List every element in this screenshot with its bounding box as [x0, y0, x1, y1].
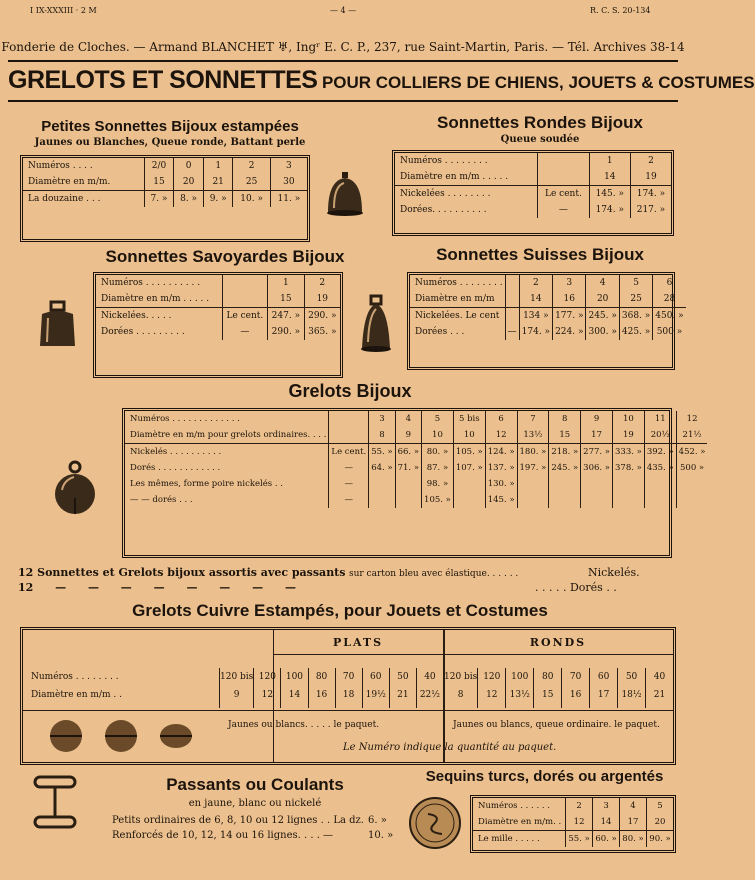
row-divider [23, 710, 673, 711]
row-label: La douzaine . . . [23, 191, 144, 208]
table-cell: 20 [174, 174, 204, 191]
copper-grelots-icon [41, 716, 201, 756]
cuivre-column [645, 668, 673, 708]
table-cell: 14 [589, 169, 630, 186]
table-cell: 9. » [203, 191, 233, 208]
table-cell: — [329, 492, 369, 508]
table-cell: Le cent. [329, 444, 369, 461]
table-row [23, 158, 307, 174]
table-cell: 435. » [644, 460, 676, 476]
diametre-cell: 12 [261, 690, 274, 700]
table-cell: 2 [304, 275, 340, 291]
ronds-label: RONDS [529, 636, 587, 649]
row-label: Dorées . . . [415, 327, 465, 337]
table-row [473, 814, 673, 831]
numero-cell: 40 [424, 672, 436, 682]
row-label: Dorées . . . . . . . . . [101, 327, 185, 337]
cuivre-column [416, 668, 443, 708]
table-cell: 174. » [589, 202, 630, 218]
table-row [473, 798, 673, 814]
table-cell: 8 [369, 427, 395, 444]
table-cell: 15 [549, 427, 581, 444]
table-cell: Le cent. [222, 308, 268, 325]
table-row [473, 831, 673, 848]
table-cell: 290. » [268, 324, 304, 340]
table-row [125, 444, 707, 461]
table-cell: 98. » [422, 476, 454, 492]
table-row [96, 324, 340, 340]
numero-cell: 80 [541, 672, 554, 682]
table-cell: 3 [270, 158, 307, 174]
table-cell: 10. » [233, 191, 270, 208]
table-cell: 5 [619, 275, 652, 291]
diametre-cell: 18 [342, 690, 355, 700]
cuivre-column [335, 668, 362, 708]
row-label: Diamètre en m/m [415, 294, 495, 304]
cuivre-column [362, 668, 389, 708]
table-cell: 197. » [517, 460, 549, 476]
numero-cell: 60 [597, 672, 610, 682]
ronds-columns [443, 668, 673, 708]
table-cell: 12 [566, 814, 593, 831]
table-cell: 450. » [653, 308, 686, 325]
numero-cell: 80 [315, 672, 328, 682]
plats-columns [219, 668, 443, 708]
table-row [23, 191, 307, 208]
table-cell [676, 476, 707, 492]
table-cell: 4 [395, 411, 421, 427]
row-divider [273, 654, 673, 655]
plats-note: Jaunes ou blancs. . . . . le paquet. [228, 720, 380, 730]
diametre-cell: 8 [457, 690, 464, 700]
row-label: Numéros . . . . [28, 161, 93, 171]
table-cell: 180. » [517, 444, 549, 461]
divider [8, 60, 678, 62]
numero-cell: 100 [285, 672, 304, 682]
table-cell [453, 492, 485, 508]
table-cell: 71. » [395, 460, 421, 476]
petites-subtitle: Jaunes ou Blanches, Queue ronde, Battant perle [34, 137, 306, 148]
table-cell: 13½ [517, 427, 549, 444]
table-cell [549, 492, 581, 508]
table-cell [676, 492, 707, 508]
page-ref-left: I IX-XXXIII · 2 M [30, 6, 97, 15]
table-cell: 1 [268, 275, 304, 291]
table-cell: 11. » [270, 191, 307, 208]
assortis-dores: . . . . . Dorés . . [535, 581, 617, 594]
passants-price-1: 6. » [368, 815, 387, 826]
table-cell: 5 [647, 798, 674, 814]
table-row [125, 476, 707, 492]
table-cell: 2 [566, 798, 593, 814]
table-cell: 224. » [553, 324, 586, 340]
cuivre-footnote: Le Numéro indique la quantité au paquet. [343, 742, 557, 753]
table-cell: 174. » [519, 324, 552, 340]
numero-cell: 50 [625, 672, 638, 682]
table-cell: 5 [422, 411, 454, 427]
table-cell: 5 bis [453, 411, 485, 427]
table-cell: 7. » [144, 191, 174, 208]
diametre-cell: 17 [597, 690, 610, 700]
numero-cell: 70 [569, 672, 582, 682]
table-cell: 9 [581, 411, 613, 427]
table-cell: — [222, 324, 268, 340]
passants-subtitle: en jaune, blanc ou nickelé [188, 798, 322, 809]
table-cell: 1 [589, 153, 630, 169]
rondes-table [392, 150, 674, 236]
grelots-title: Grelots Bijoux [288, 381, 412, 401]
table-cell: 17 [581, 427, 613, 444]
table-cell [549, 476, 581, 492]
table-row [410, 275, 686, 291]
table-cell: 500 » [676, 460, 707, 476]
table-cell: 20 [586, 291, 619, 308]
table-cell: 6 [653, 275, 686, 291]
table-cell [613, 476, 645, 492]
numero-cell: 120 bis [220, 672, 254, 682]
row-label: Numéros . . . . . . . . [415, 278, 503, 288]
table-row [395, 153, 671, 169]
table-row [410, 324, 686, 340]
row-label: — — dorés . . . [130, 495, 193, 505]
passants-line-2: Renforcés de 10, 12, 14 ou 16 lignes. . . . — [112, 830, 334, 841]
table-cell [505, 291, 519, 308]
table-cell: 124. » [485, 444, 517, 461]
table-cell: 10 [453, 427, 485, 444]
table-cell: — [505, 324, 519, 340]
table-cell: 10 [613, 411, 645, 427]
ronds-note: Jaunes ou blancs, queue ordinaire. le paquet. [453, 720, 660, 730]
diametre-cell: 21 [653, 690, 666, 700]
row-label: Nickelées . . . . . . . . [395, 186, 538, 203]
table-cell: 66. » [395, 444, 421, 461]
row-label: Diamètre en m/m . . . . . [101, 294, 210, 304]
letterhead: Fonderie de Cloches. — Armand BLANCHET ♅, Ingʳ E. C. P., 237, rue Saint-Martin, Paris. — Tél. Archives 38-14 [1, 40, 685, 54]
table-cell: 105. » [422, 492, 454, 508]
row-label: Numéros . . . . . . . . . . . . . [130, 414, 240, 424]
table-row [125, 411, 707, 427]
swiss-bell-icon [356, 294, 396, 354]
rondes-subtitle: Queue soudée [500, 134, 580, 145]
table-row [96, 291, 340, 308]
table-cell: 3 [369, 411, 395, 427]
table-cell: 4 [586, 275, 619, 291]
row-label: Nickelées. Le cent [410, 308, 505, 325]
plats-label: PLATS [332, 636, 384, 649]
table-cell: 2 [233, 158, 270, 174]
table-cell [369, 476, 395, 492]
table-cell: 392. » [644, 444, 676, 461]
row-label: Numéros . . . . . . . . [400, 156, 488, 166]
diametre-cell: 9 [233, 690, 240, 700]
table-cell: 2 [519, 275, 552, 291]
table-cell: 105. » [453, 444, 485, 461]
savoyardes-table [93, 272, 343, 378]
table-cell: 145. » [485, 492, 517, 508]
table-cell: 425. » [619, 324, 652, 340]
table-cell: 217. » [630, 202, 671, 218]
bell-icon [320, 170, 370, 220]
table-cell: — [329, 476, 369, 492]
assortis-text: 12 Sonnettes et Grelots bijoux assortis avec passants [18, 566, 346, 579]
table-cell: 19 [613, 427, 645, 444]
table-cell [517, 476, 549, 492]
table-cell [222, 291, 268, 308]
cuivre-column [253, 668, 280, 708]
sequins-table [470, 795, 676, 853]
table-cell: 378. » [613, 460, 645, 476]
assortis-nickeles: Nickelés. [588, 566, 640, 579]
diametre-cell: 15 [541, 690, 554, 700]
table-cell: 134 » [519, 308, 552, 325]
table-cell: 10 [422, 427, 454, 444]
table-cell: 25 [619, 291, 652, 308]
table-cell [222, 275, 268, 291]
table-cell [581, 492, 613, 508]
row-label: Dorés . . . . . . . . . . . . [130, 463, 221, 473]
cuivre-title: Grelots Cuivre Estampés, pour Jouets et Costumes [132, 601, 548, 620]
diametre-cell: 22½ [419, 690, 441, 700]
table-cell: 11 [644, 411, 676, 427]
passants-price-2: 10. » [368, 830, 394, 841]
diametre-cell: 21 [397, 690, 409, 700]
cuivre-diametre-label: Diamètre en m/m . . [31, 690, 122, 700]
assortis-line-2: 12 — — — — — — — — [18, 581, 296, 594]
table-cell: 21½ [676, 427, 707, 444]
table-cell: 15 [268, 291, 304, 308]
sequins-title: Sequins turcs, dorés ou argentés [425, 768, 664, 785]
table-cell [505, 275, 519, 291]
row-label: Numéros . . . . . . . . . . [101, 278, 201, 288]
table-cell: 14 [593, 814, 620, 831]
table-row [410, 291, 686, 308]
table-cell: — [538, 202, 590, 218]
table-cell: 247. » [268, 308, 304, 325]
numero-cell: 70 [342, 672, 355, 682]
table-cell: 500 » [653, 324, 686, 340]
table-cell [329, 411, 369, 427]
cuivre-column [219, 668, 253, 708]
row-label: Nickelées. . . . . [96, 308, 222, 325]
table-cell: 55. » [566, 831, 593, 848]
table-row [125, 460, 707, 476]
row-label: Diamètre en m/m pour grelots ordinaires. . . . [130, 430, 327, 440]
grelots-table [122, 408, 706, 558]
table-cell: 19 [304, 291, 340, 308]
assortis-detail: sur carton bleu avec élastique. . . . . . [348, 569, 519, 579]
table-cell: 87. » [422, 460, 454, 476]
table-row [96, 308, 340, 325]
table-cell: 60. » [593, 831, 620, 848]
rondes-title: Sonnettes Rondes Bijoux [437, 113, 643, 132]
table-row [395, 169, 671, 186]
table-row [410, 308, 686, 325]
diametre-cell: 18½ [621, 690, 642, 700]
table-cell: 333. » [613, 444, 645, 461]
table-cell: 80. » [422, 444, 454, 461]
table-cell: 290. » [304, 308, 340, 325]
savoyard-bell-icon [35, 300, 80, 350]
table-cell: 1 [203, 158, 233, 174]
table-cell: 55. » [369, 444, 395, 461]
table-cell: 0 [174, 158, 204, 174]
cuivre-numeros-label: Numéros . . . . . . . . [31, 672, 119, 682]
table-cell: 6 [485, 411, 517, 427]
row-label: Le mille . . . . . [473, 831, 566, 848]
numero-cell: 60 [370, 672, 382, 682]
table-cell: 80. » [620, 831, 647, 848]
table-cell: 245. » [549, 460, 581, 476]
diametre-cell: 12 [486, 690, 498, 700]
petites-table [20, 155, 310, 242]
table-row [395, 202, 671, 218]
table-cell [369, 492, 395, 508]
table-cell: 177. » [553, 308, 586, 325]
table-cell: 12 [485, 427, 517, 444]
row-label: Nickelés . . . . . . . . . . [125, 444, 329, 461]
diametre-cell: 16 [315, 690, 328, 700]
passants-line-1: Petits ordinaires de 6, 8, 10 ou 12 lignes . . La dz. [112, 815, 364, 826]
row-label: Diamètre en m/m. . [478, 817, 562, 827]
table-cell: Le cent. [538, 186, 590, 203]
table-cell: 7 [517, 411, 549, 427]
page-number: — 4 — [330, 6, 357, 15]
suisses-title: Sonnettes Suisses Bijoux [436, 245, 644, 264]
table-cell [395, 476, 421, 492]
row-label: Les mêmes, forme poire nickelés . . [130, 479, 283, 489]
numero-cell: 120 [258, 672, 276, 682]
table-cell: 174. » [630, 186, 671, 203]
cuivre-column [589, 668, 617, 708]
table-cell: 145. » [589, 186, 630, 203]
table-cell: — [329, 460, 369, 476]
numero-cell: 120 [483, 672, 501, 682]
sequin-coin-icon [408, 796, 463, 851]
table-cell: 245. » [586, 308, 619, 325]
table-cell [453, 476, 485, 492]
cuivre-column [477, 668, 505, 708]
table-cell: 452. » [676, 444, 707, 461]
divider [8, 100, 678, 102]
cuivre-column [617, 668, 645, 708]
table-cell: 90. » [647, 831, 674, 848]
table-cell [538, 169, 590, 186]
table-cell: 306. » [581, 460, 613, 476]
row-label: Diamètre en m/m . . . . . [400, 172, 509, 182]
numero-cell: 100 [511, 672, 529, 682]
numero-cell: 50 [397, 672, 409, 682]
table-row [125, 492, 707, 508]
table-row [96, 275, 340, 291]
table-cell: 16 [553, 291, 586, 308]
table-cell [517, 492, 549, 508]
table-cell: 8 [549, 411, 581, 427]
table-cell: 137. » [485, 460, 517, 476]
cuivre-column [443, 668, 477, 708]
table-cell: 20 [647, 814, 674, 831]
table-cell: 25 [233, 174, 270, 191]
row-label: Numéros . . . . . . [478, 801, 550, 811]
table-cell [644, 476, 676, 492]
diametre-cell: 16 [569, 690, 582, 700]
table-cell: 2/0 [144, 158, 174, 174]
row-label: Diamètre en m/m. [28, 177, 111, 187]
table-cell: 20½ [644, 427, 676, 444]
page-title [8, 66, 755, 95]
table-cell: 365. » [304, 324, 340, 340]
table-cell: 2 [630, 153, 671, 169]
table-cell: 9 [395, 427, 421, 444]
table-cell [329, 427, 369, 444]
table-cell: 21 [203, 174, 233, 191]
table-cell [538, 153, 590, 169]
table-row [125, 427, 707, 444]
cuivre-column [280, 668, 307, 708]
cuivre-column [389, 668, 416, 708]
table-cell: 107. » [453, 460, 485, 476]
title-main: GRELOTS ET SONNETTES [8, 66, 318, 94]
table-cell: 19 [630, 169, 671, 186]
cuivre-column [561, 668, 589, 708]
passants-title: Passants ou Coulants [166, 775, 344, 794]
cuivre-column [505, 668, 533, 708]
table-cell: 8. » [174, 191, 204, 208]
table-cell [581, 476, 613, 492]
table-cell: 28 [653, 291, 686, 308]
savoyardes-title: Sonnettes Savoyardes Bijoux [105, 247, 345, 266]
assortis-line-1 [18, 566, 518, 579]
table-row [23, 174, 307, 191]
cuivre-table [20, 627, 676, 765]
table-cell [644, 492, 676, 508]
table-cell [505, 308, 519, 325]
diametre-cell: 13½ [509, 690, 530, 700]
table-cell: 14 [519, 291, 552, 308]
row-label: Dorées. . . . . . . . . . [400, 205, 487, 215]
table-cell: 368. » [619, 308, 652, 325]
table-cell: 15 [144, 174, 174, 191]
table-cell: 3 [553, 275, 586, 291]
numero-cell: 40 [653, 672, 666, 682]
page-ref-right: R. C. S. 20-134 [590, 6, 651, 15]
diametre-cell: 14 [288, 690, 301, 700]
petites-title: Petites Sonnettes Bijoux estampées [41, 118, 299, 135]
table-cell: 300. » [586, 324, 619, 340]
table-cell: 12 [676, 411, 707, 427]
diametre-cell: 19½ [365, 690, 386, 700]
suisses-table [407, 272, 684, 370]
table-cell: 64. » [369, 460, 395, 476]
table-cell: 218. » [549, 444, 581, 461]
table-cell [395, 492, 421, 508]
table-cell: 130. » [485, 476, 517, 492]
table-cell: 30 [270, 174, 307, 191]
table-cell: 3 [593, 798, 620, 814]
table-cell [613, 492, 645, 508]
table-row [395, 186, 671, 203]
title-sub: POUR COLLIERS DE CHIENS, JOUETS & COSTUMES [321, 73, 755, 92]
cuivre-column [533, 668, 561, 708]
table-cell: 17 [620, 814, 647, 831]
table-cell: 4 [620, 798, 647, 814]
cuivre-column [308, 668, 335, 708]
numero-cell: 120 bis [444, 672, 478, 682]
passant-icon [30, 772, 80, 832]
grelot-bell-icon [52, 460, 98, 518]
table-cell: 277. » [581, 444, 613, 461]
